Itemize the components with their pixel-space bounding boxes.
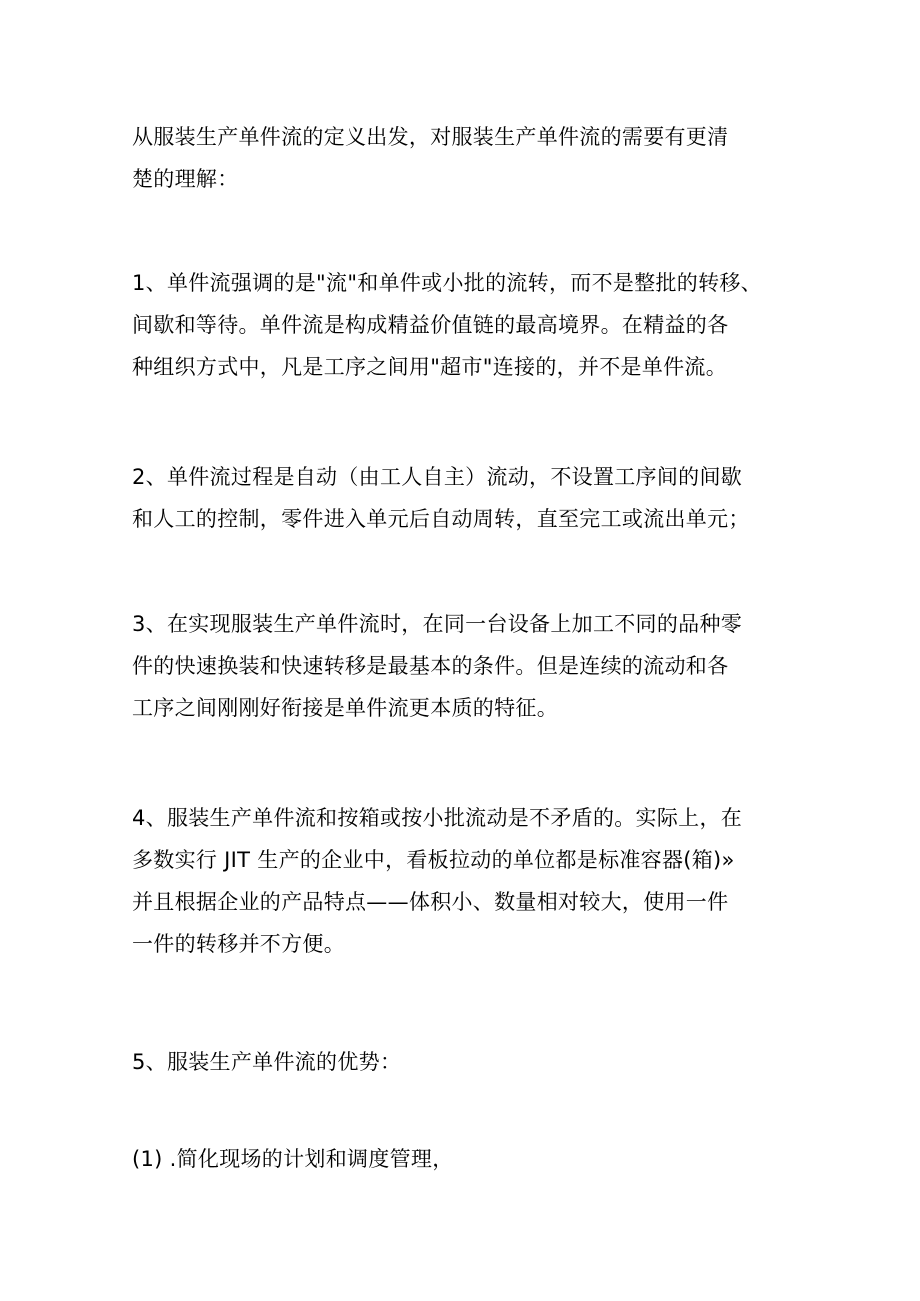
point-3-line-2: 件的快速换装和快速转移是最基本的条件。但是连续的流动和各 xyxy=(132,654,729,678)
point-4-line-3: 并且根据企业的产品特点——体积小、数量相对较大，使用一件 xyxy=(132,890,729,914)
point-1-line-1: 1、单件流强调的是"流"和单件或小批的流转，而不是整批的转移、 xyxy=(132,271,762,295)
point-4-line-4: 一件的转移并不方便。 xyxy=(132,932,345,956)
intro-paragraph xyxy=(132,116,792,200)
point-2-line-2: 和人工的控制，零件进入单元后自动周转，直至完工或流出单元； xyxy=(132,507,750,531)
intro-line-2: 楚的理解： xyxy=(132,167,239,191)
point-4-paragraph xyxy=(132,797,792,965)
intro-line-1: 从服装生产单件流的定义出发，对服装生产单件流的需要有更清 xyxy=(132,125,729,149)
point-1-line-3: 种组织方式中，凡是工序之间用"超市"连接的，并不是单件流。 xyxy=(132,355,728,379)
point-2-paragraph xyxy=(132,456,792,540)
point-5-line-1: 5、服装生产单件流的优势： xyxy=(132,1050,402,1074)
point-3-line-1: 3、在实现服装生产单件流时，在同一台设备上加工不同的品种零 xyxy=(132,612,743,636)
point-3-line-3: 工序之间刚刚好衔接是单件流更本质的特征。 xyxy=(132,696,558,720)
point-1-line-2: 间歇和等待。单件流是构成精益价值链的最高境界。在精益的各 xyxy=(132,313,729,337)
point-2-line-1: 2、单件流过程是自动（由工人自主）流动，不设置工序间的间歇 xyxy=(132,465,743,489)
point-5-paragraph xyxy=(132,1041,792,1083)
point-4-line-1: 4、服装生产单件流和按箱或按小批流动是不矛盾的。实际上，在 xyxy=(132,806,743,830)
subpoint-1-line-1: (1) .简化现场的计划和调度管理， xyxy=(132,1147,454,1171)
point-4-line-2: 多数实行 JIT 生产的企业中，看板拉动的单位都是标准容器(箱)» xyxy=(132,848,735,872)
subpoint-1-paragraph xyxy=(132,1138,792,1180)
point-1-paragraph xyxy=(132,262,792,388)
point-3-paragraph xyxy=(132,603,792,729)
